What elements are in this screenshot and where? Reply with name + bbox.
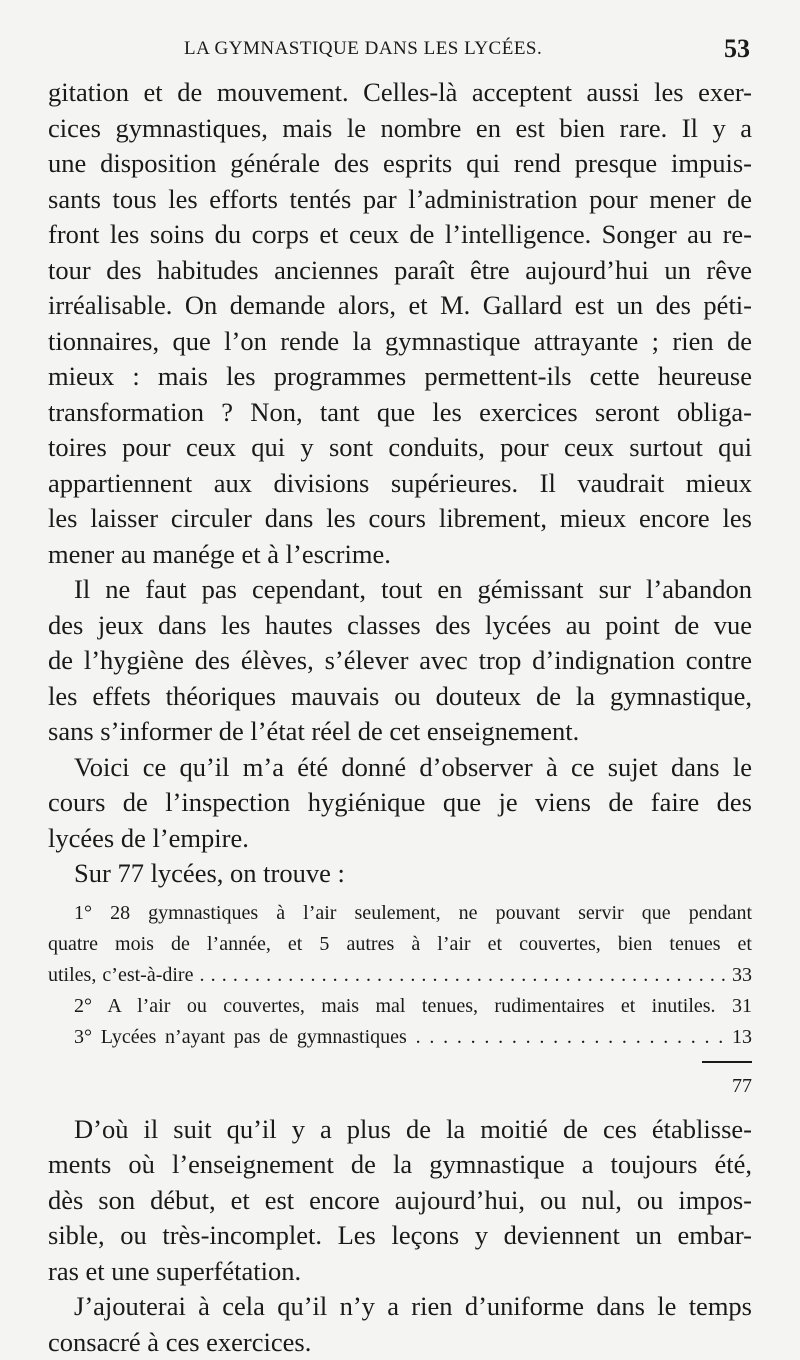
text-line: mieux : mais les programmes permettent-ils cette heureuse [48, 359, 752, 395]
text-line: appartiennent aux divisions supérieures. Il vaudrait mieux [48, 466, 752, 502]
dot-leader: . . . . . . . . . . . . . . . . . . . . . . . . . . . . . . . . . . . . . . . . . . . . . . . . [193, 964, 732, 986]
text-line: irréalisable. On demande alors, et M. Gallard est un des péti- [48, 288, 752, 324]
text-line: transformation ? Non, tant que les exercices seront obliga- [48, 395, 752, 431]
text-line: sants tous les efforts tentés par l’administration pour mener de [48, 182, 752, 218]
dot-leader: . . . . . . . . . . . . . . . . . . . . . . . [407, 1026, 732, 1048]
text-line: sans s’informer de l’état réel de cet enseignement. [48, 714, 752, 750]
list-total: 77 [48, 1071, 752, 1102]
list-item-1-line: 1° 28 gymnastiques à l’air seulement, ne pouvant servir que pendant [48, 898, 752, 929]
text-line: cices gymnastiques, mais le nombre en est bien rare. Il y a [48, 111, 752, 147]
text-line: cours de l’inspection hygiénique que je viens de faire des [48, 785, 752, 821]
text-line: tionnaires, que l’on rende la gymnastique attrayante ; rien de [48, 324, 752, 360]
body-text [48, 75, 752, 1360]
page-header [60, 38, 750, 68]
paragraph-1 [48, 75, 752, 572]
text-line: D’où il suit qu’il y a plus de la moitié de ces établisse- [48, 1112, 752, 1148]
sum-rule [702, 1061, 752, 1063]
list-item-2-count: 31 [732, 995, 752, 1017]
text-line: tour des habitudes anciennes paraît être aujourd’hui un rêve [48, 253, 752, 289]
text-line: de l’hygiène des élèves, s’élever avec trop d’indignation contre [48, 643, 752, 679]
text-line: gitation et de mouvement. Celles-là acceptent aussi les exer- [48, 75, 752, 111]
text-line: des jeux dans les hautes classes des lycées au point de vue [48, 608, 752, 644]
list-item-1-label: utiles, c’est-à-dire [48, 964, 193, 986]
list-item-3 [48, 1022, 752, 1053]
page-number: 53 [724, 34, 750, 64]
text-line: sible, ou très-incomplet. Les leçons y deviennent un embar- [48, 1218, 752, 1254]
list-item-2-label: 2° A l’air ou couvertes, mais mal tenues, rudimentaires et inutiles. [74, 995, 716, 1017]
list-item-2 [48, 991, 752, 1022]
text-line: ras et une superfétation. [48, 1254, 752, 1290]
text-line: une disposition générale des esprits qui rend presque impuis- [48, 146, 752, 182]
running-head: LA GYMNASTIQUE DANS LES LYCÉES. [184, 38, 542, 60]
list-item-1-line [48, 960, 752, 991]
text-line: mener au manége et à l’escrime. [48, 537, 752, 573]
list-item-1-count: 33 [732, 964, 752, 986]
list-item-3-count: 13 [732, 1026, 752, 1048]
text-line: lycées de l’empire. [48, 821, 752, 857]
text-line: consacré à ces exercices. [48, 1325, 752, 1360]
text-line: les laisser circuler dans les cours librement, mieux encore les [48, 501, 752, 537]
text-line: J’ajouterai à cela qu’il n’y a rien d’uniforme dans le temps [48, 1289, 752, 1325]
text-line: toires pour ceux qui y sont conduits, pour ceux surtout qui [48, 430, 752, 466]
paragraph-2 [48, 572, 752, 750]
list-item-3-label: 3° Lycées n’ayant pas de gymnastiques [74, 1026, 407, 1048]
text-line: dès son début, et est encore aujourd’hui, ou nul, ou impos- [48, 1183, 752, 1219]
paragraph-6 [48, 1289, 752, 1360]
paragraph-3 [48, 750, 752, 857]
text-line: front les soins du corps et ceux de l’intelligence. Songer au re- [48, 217, 752, 253]
statistics-list [48, 898, 752, 1102]
text-line: les effets théoriques mauvais ou douteux de la gymnastique, [48, 679, 752, 715]
text-line: Sur 77 lycées, on trouve : [48, 856, 752, 892]
paragraph-5 [48, 1112, 752, 1290]
text-line: ments où l’enseignement de la gymnastique a toujours été, [48, 1147, 752, 1183]
text-line: Il ne faut pas cependant, tout en gémissant sur l’abandon [48, 572, 752, 608]
paragraph-4 [48, 856, 752, 892]
list-item-1-line: quatre mois de l’année, et 5 autres à l’air et couvertes, bien tenues et [48, 929, 752, 960]
text-line: Voici ce qu’il m’a été donné d’observer à ce sujet dans le [48, 750, 752, 786]
